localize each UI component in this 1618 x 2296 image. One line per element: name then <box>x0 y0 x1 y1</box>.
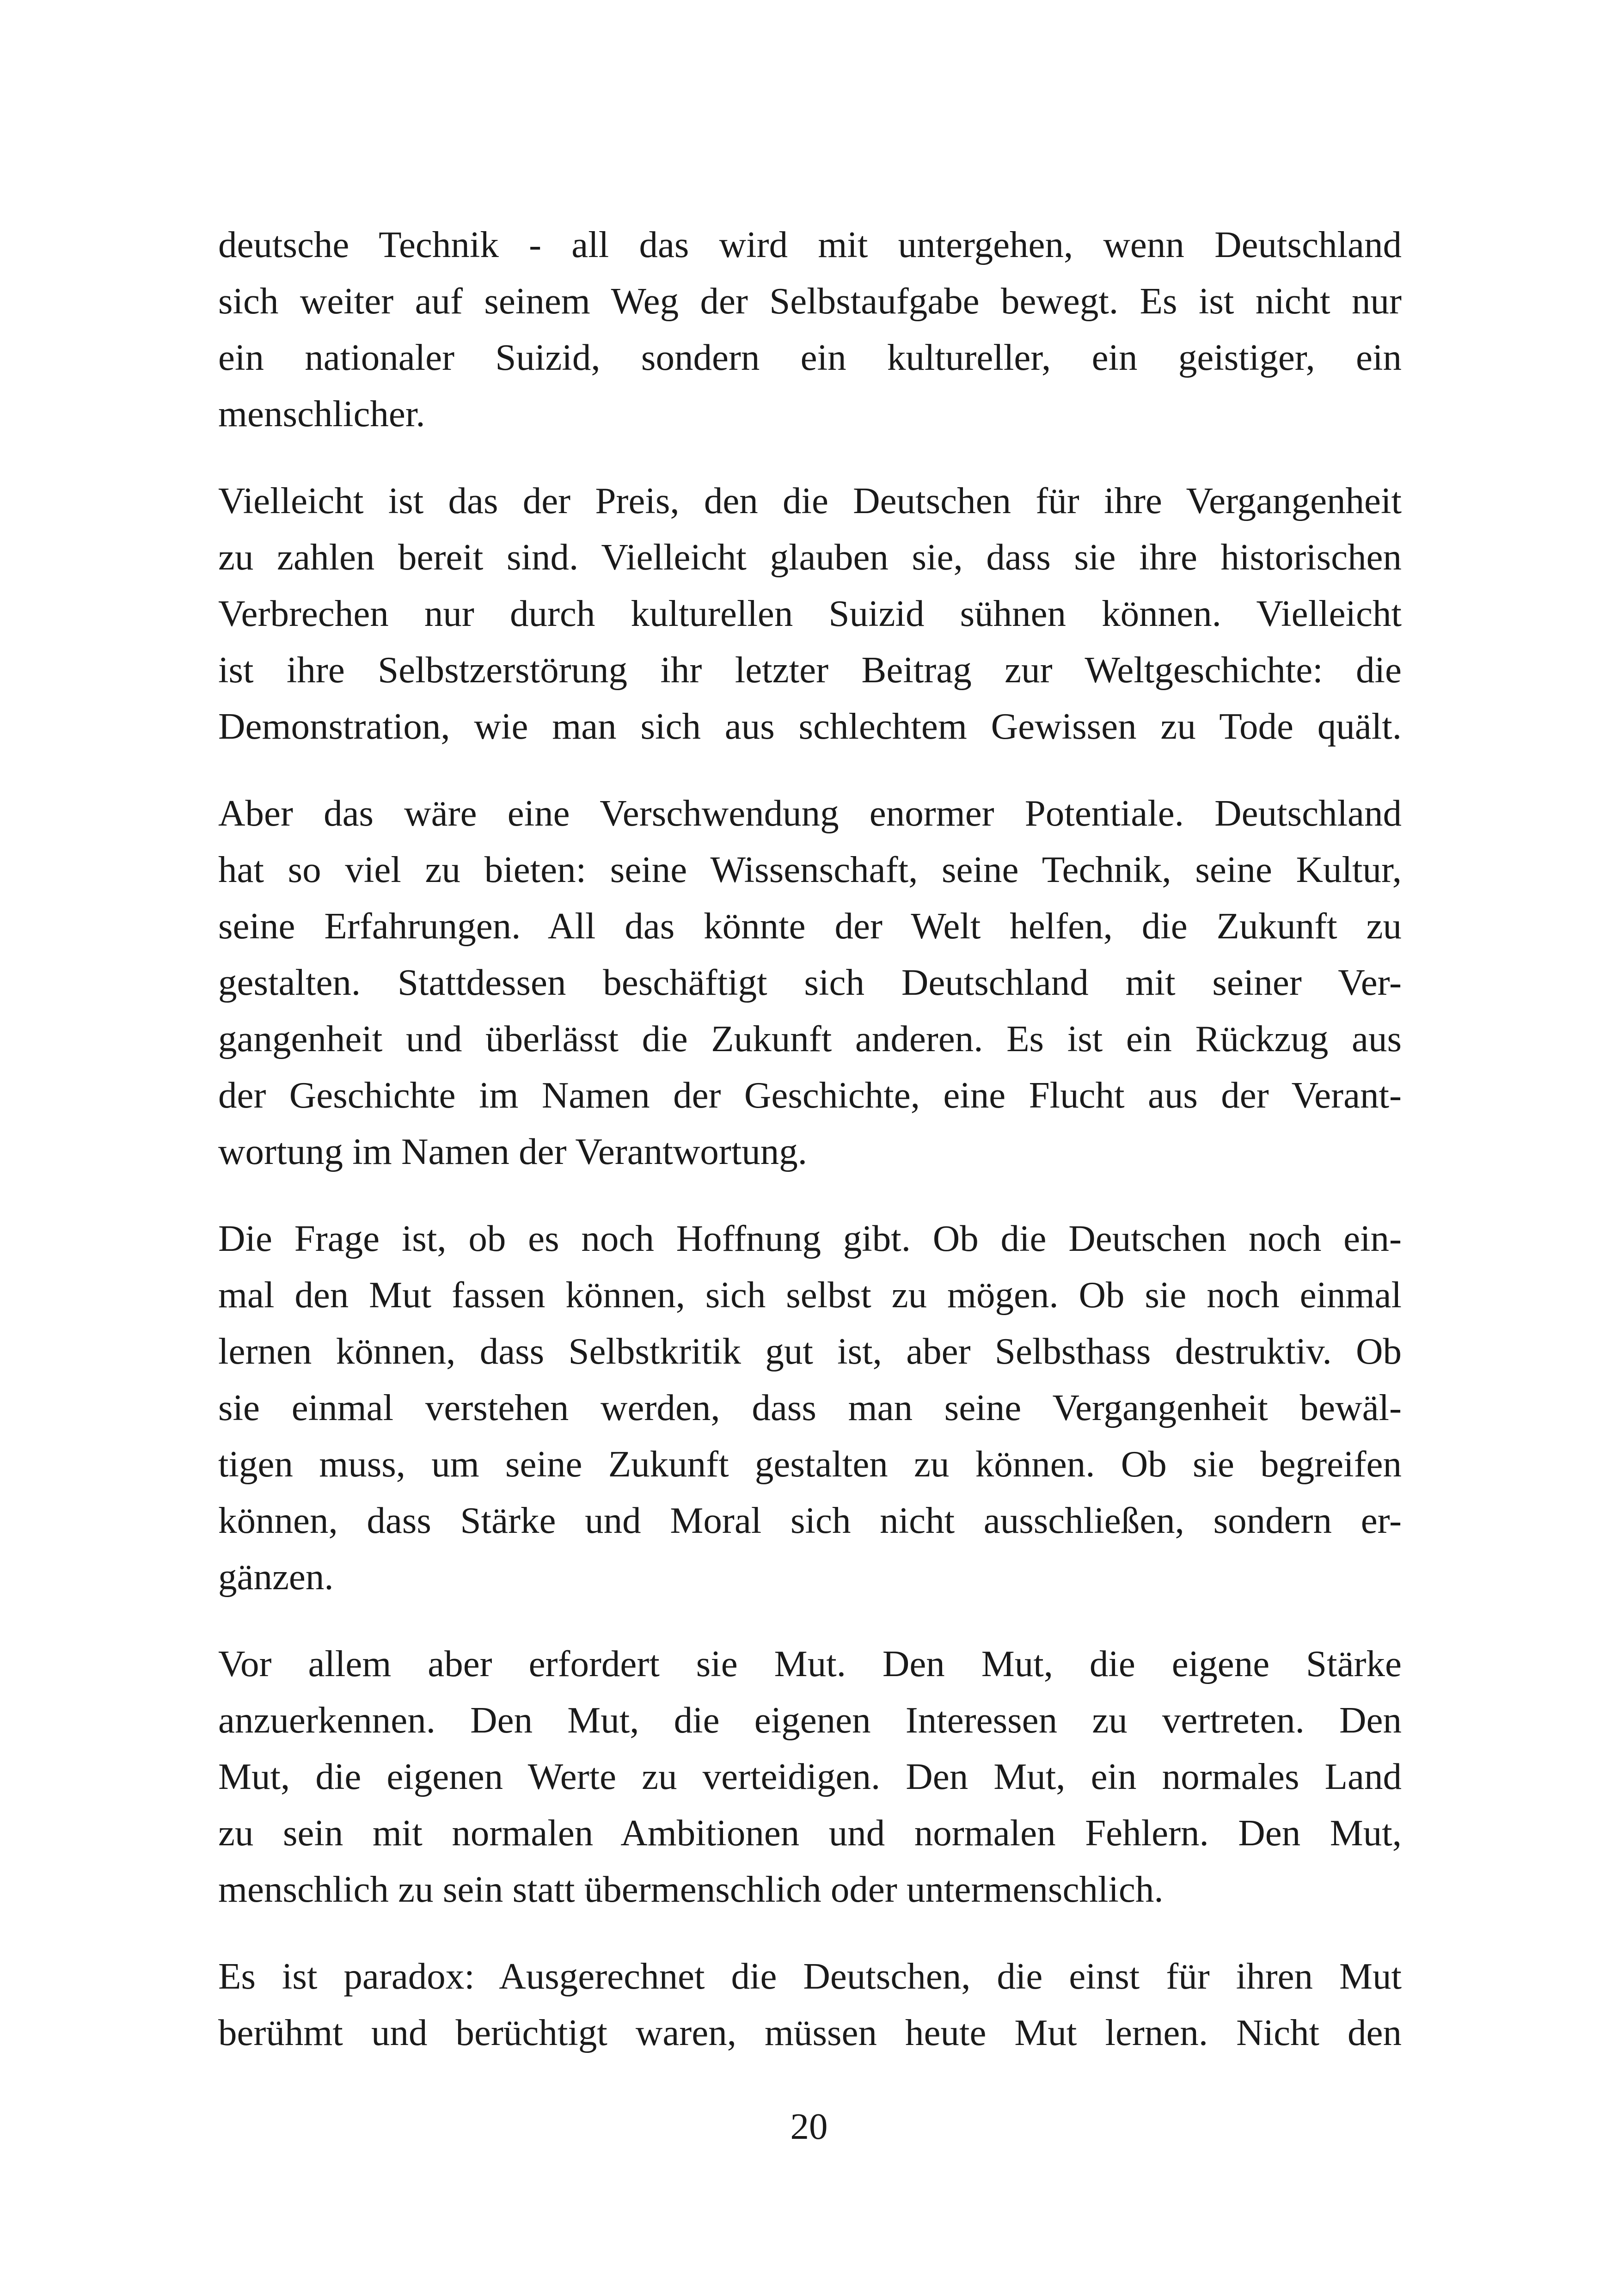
text-line: lernen können, dass Selbstkritik gut ist, aber Selbsthass destruktiv. Ob <box>218 1330 1402 1372</box>
paragraph <box>218 1210 1402 1605</box>
paragraph <box>218 1948 1402 2061</box>
paragraph <box>218 1635 1402 1917</box>
text-line: hat so viel zu bieten: seine Wissenschaft, seine Technik, seine Kultur, <box>218 849 1402 890</box>
text-line: gestalten. Stattdessen beschäftigt sich Deutschland mit seiner Ver- <box>218 961 1402 1003</box>
paragraph <box>218 785 1402 1180</box>
text-line: Verbrechen nur durch kulturellen Suizid sühnen können. Vielleicht <box>218 593 1402 634</box>
text-line: ein nationaler Suizid, sondern ein kultureller, ein geistiger, ein <box>218 337 1402 378</box>
text-line: berühmt und berüchtigt waren, müssen heute Mut lernen. Nicht den <box>218 2012 1402 2053</box>
text-line: gänzen. <box>218 1556 334 1598</box>
body-text <box>218 216 1402 2061</box>
text-line: ist ihre Selbstzerstörung ihr letzter Beitrag zur Weltgeschichte: die <box>218 649 1402 691</box>
text-line: zu sein mit normalen Ambitionen und normalen Fehlern. Den Mut, <box>218 1812 1402 1854</box>
text-line: Die Frage ist, ob es noch Hoffnung gibt. Ob die Deutschen noch ein- <box>218 1218 1402 1259</box>
text-line: Mut, die eigenen Werte zu verteidigen. Den Mut, ein normales Land <box>218 1756 1402 1797</box>
text-line: Vielleicht ist das der Preis, den die Deutschen für ihre Vergangenheit <box>218 480 1402 521</box>
text-line: sie einmal verstehen werden, dass man seine Vergangenheit bewäl- <box>218 1387 1402 1428</box>
text-line: Aber das wäre eine Verschwendung enormer Potentiale. Deutschland <box>218 792 1402 834</box>
text-line: sich weiter auf seinem Weg der Selbstaufgabe bewegt. Es ist nicht nur <box>218 280 1402 322</box>
paragraph <box>218 472 1402 754</box>
paragraph <box>218 216 1402 442</box>
text-line: wortung im Namen der Verantwortung. <box>218 1131 807 1172</box>
page-number: 20 <box>790 2106 828 2147</box>
text-line: Vor allem aber erfordert sie Mut. Den Mut, die eigene Stärke <box>218 1643 1402 1684</box>
text-line: der Geschichte im Namen der Geschichte, eine Flucht aus der Verant- <box>218 1074 1402 1116</box>
text-line: mal den Mut fassen können, sich selbst zu mögen. Ob sie noch einmal <box>218 1274 1402 1316</box>
text-line: gangenheit und überlässt die Zukunft anderen. Es ist ein Rückzug aus <box>218 1018 1402 1059</box>
text-line: Demonstration, wie man sich aus schlechtem Gewissen zu Tode quält. <box>218 705 1402 747</box>
text-line: tigen muss, um seine Zukunft gestalten zu können. Ob sie begreifen <box>218 1443 1402 1485</box>
text-line: seine Erfahrungen. All das könnte der Welt helfen, die Zukunft zu <box>218 905 1402 947</box>
text-line: anzuerkennen. Den Mut, die eigenen Interessen zu vertreten. Den <box>218 1699 1402 1741</box>
text-line: menschlicher. <box>218 393 425 435</box>
text-line: menschlich zu sein statt übermenschlich oder untermenschlich. <box>218 1868 1164 1910</box>
text-line: Es ist paradox: Ausgerechnet die Deutschen, die einst für ihren Mut <box>218 1955 1402 1997</box>
text-line: können, dass Stärke und Moral sich nicht ausschließen, sondern er- <box>218 1500 1402 1541</box>
text-line: deutsche Technik - all das wird mit untergehen, wenn Deutschland <box>218 224 1402 265</box>
text-line: zu zahlen bereit sind. Vielleicht glauben sie, dass sie ihre historischen <box>218 536 1402 578</box>
